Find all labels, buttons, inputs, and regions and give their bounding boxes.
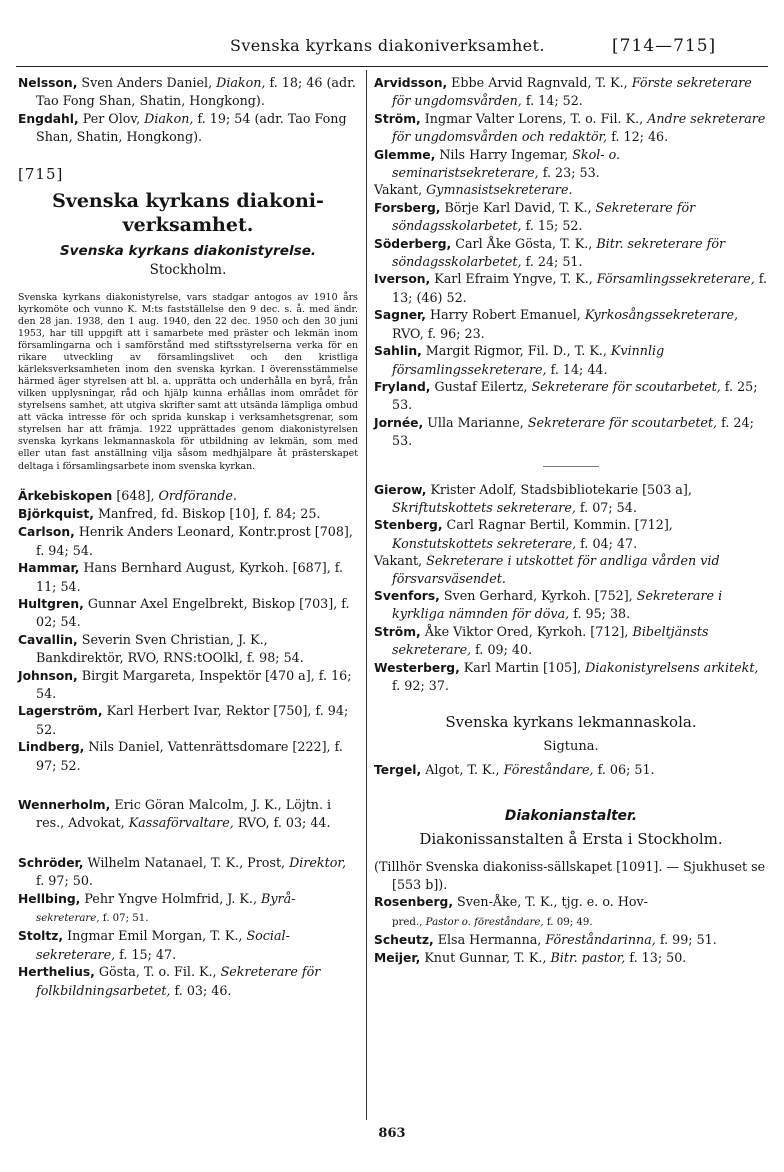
person-name: Forsberg, bbox=[374, 200, 441, 215]
board-description: Svenska kyrkans diakonistyrelse, vars stadgar antogos av 1910 års kyrkomöte och vunno K. M:ts fastställelse den 9 dec. s. å. med ändr. den 28 jan. 1938, den 1 aug. 1940, den 22 dec. 1950 och den 30 juni 1953, har till uppgift att i samarbete med präster och lekmän inom församlingarna och i samförstånd med stiftsstyrelserna verka för en rikare utveckling av församlingslivet och den kristliga kärleksverksamheten inom den svenska kyrkan. I överensstämmelse härmed äger styrelsen att bl. a. upprätta och underhålla en byrå, från vilken upplysningar, råd och hjälp kunna erhållas inom området för styrelsens samhet, att utgiva skrifter samt att utsända lämpliga ombud att väcka intresse för och sprida kunskap i verksamhetsgrenar, som styrelsen har att främja. 1922 upprättades genom diakonistyrelsen svenska kyrkans lekmannaskola för utbildning av lekmän, som med eller utan fast anställning vilja såsom medhjälpare åt prästerskapet deltaga i församlingsarbete inom svenska kyrkan. bbox=[18, 291, 358, 472]
entry-text: Harry Robert Emanuel, bbox=[425, 307, 585, 323]
entry-text: Algot, T. K., bbox=[421, 762, 504, 778]
list-item bbox=[374, 74, 768, 110]
person-name: Rosenberg, bbox=[374, 895, 454, 910]
entry-text: Henrik Anders Leonard, Kontr.prost [708], f. 94; 54. bbox=[36, 524, 353, 558]
role-title: Konstutskottets sekreterare, bbox=[392, 535, 577, 551]
entry-text: Hans Bernhard August, Kyrkoh. [687], f. 11; 54. bbox=[36, 560, 344, 594]
person-name: Hultgren, bbox=[18, 596, 84, 611]
list-item bbox=[18, 631, 358, 667]
list-item bbox=[18, 523, 358, 559]
role-title: Social-sekreterare, bbox=[36, 928, 290, 962]
list-item bbox=[374, 516, 768, 552]
entry-text: f. 14; 52. bbox=[521, 93, 583, 109]
entry-text: Sven-Åke, T. K., tjg. e. o. Hov- bbox=[453, 894, 648, 910]
entry-text: f. 95; 38. bbox=[569, 606, 631, 622]
entry-text: Manfred, fd. Biskop [10], f. 84; 25. bbox=[93, 505, 321, 521]
role-title: Sekreterare för scoutarbetet, bbox=[527, 414, 718, 430]
person-name: Hammar, bbox=[18, 561, 80, 576]
role-title: Skol- o. seminaristsekreterare, bbox=[392, 146, 621, 181]
list-item bbox=[374, 146, 768, 182]
entry-text: Karl Efraim Yngve, T. K., bbox=[430, 271, 597, 287]
main-heading: Svenska kyrkans diakoni- verksamhet. bbox=[52, 190, 324, 237]
column-divider bbox=[366, 70, 367, 1120]
person-name: Fryland, bbox=[374, 379, 431, 394]
person-name: Johnson, bbox=[18, 668, 78, 683]
person-name: Stenberg, bbox=[374, 518, 443, 533]
entry-text: f. 13; (46) 52. bbox=[392, 271, 768, 305]
role-title: Förste sekreterare för ungdomsvården, bbox=[392, 75, 752, 109]
entry-text: Karl Herbert Ivar, Rektor [750], f. 94; 52. bbox=[36, 703, 349, 737]
entry-text: Gunnar Axel Engelbrekt, Biskop [703], f. 02; 54. bbox=[36, 595, 350, 630]
staff-list bbox=[18, 854, 358, 999]
person-name: Tergel, bbox=[374, 763, 422, 778]
person-name: Stoltz, bbox=[18, 929, 64, 944]
list-item bbox=[374, 270, 768, 306]
role-title: Direktor, bbox=[289, 854, 347, 870]
person-name: Sagner, bbox=[374, 308, 426, 323]
person-name: Gierow, bbox=[374, 482, 427, 497]
entry-text: f. 09; 49. bbox=[543, 916, 593, 928]
sigtuna-place: Sigtuna. bbox=[543, 738, 599, 754]
person-name: Lindberg, bbox=[18, 740, 85, 755]
role-title: Kvinnlig församlingssekreterare, bbox=[392, 343, 665, 377]
diakonianstalter-heading: Diakonianstalter. bbox=[504, 807, 638, 824]
entry-text: f. 06; 51. bbox=[593, 762, 655, 778]
entry-text: f. 19; 54 (adr. Tao Fong Shan, Shatin, Hongkong). bbox=[36, 110, 347, 145]
ersta-heading: Diakonissanstalten å Ersta i Stockholm. bbox=[419, 830, 723, 849]
entry-text: Per Olov, bbox=[78, 110, 145, 126]
role-title: Föreståndare, bbox=[503, 762, 594, 778]
list-item bbox=[374, 481, 768, 517]
entry-text: Ebbe Arvid Ragnvald, T. K., bbox=[447, 75, 632, 90]
role-title: Församlingssekreterare, bbox=[596, 271, 755, 287]
role-title: Föreståndarinna, bbox=[545, 932, 656, 948]
entry-text: Sven Anders Daniel, bbox=[77, 75, 217, 90]
role-title: Ordförande. bbox=[158, 487, 237, 503]
list-item bbox=[18, 854, 358, 890]
person-name: Ström, bbox=[374, 624, 421, 639]
entry-text: Margit Rigmor, Fil. D., T. K., bbox=[421, 343, 611, 359]
list-item bbox=[374, 199, 768, 235]
role-title: Diakonistyrelsens arkitekt, bbox=[585, 659, 759, 675]
place-heading: Stockholm. bbox=[149, 262, 227, 279]
person-name: Lagerström, bbox=[18, 704, 103, 719]
list-item bbox=[18, 595, 358, 631]
list-item bbox=[374, 414, 768, 450]
entry-text: Gösta, T. o. Fil. K., bbox=[94, 964, 221, 980]
list-item bbox=[374, 659, 768, 695]
role-title: Bibeltjänsts sekreterare, bbox=[392, 623, 709, 658]
list-item bbox=[18, 963, 358, 999]
person-name: Carlson, bbox=[18, 525, 75, 540]
list-item bbox=[374, 235, 768, 271]
list-item bbox=[18, 667, 358, 703]
entry-text: Carl Ragnar Bertil, Kommin. [712], bbox=[442, 517, 673, 533]
list-item bbox=[374, 378, 768, 414]
person-name: Meijer, bbox=[374, 951, 421, 966]
list-item bbox=[374, 761, 768, 779]
ersta-list bbox=[374, 893, 768, 968]
entry-text: [648], bbox=[112, 487, 159, 503]
ersta-note: (Tillhör Svenska diakoniss-sällskapet [1091]. — Sjukhuset se [553 b]). bbox=[374, 859, 766, 892]
lekmannaskola-heading: Svenska kyrkans lekmannaskola. bbox=[445, 713, 697, 732]
role-title: Kyrkosångssekreterare, bbox=[584, 307, 739, 323]
role-title: sekreterare, bbox=[36, 913, 100, 925]
top-entries bbox=[18, 74, 358, 146]
entry-text: f. 97; 50. bbox=[36, 873, 93, 889]
entry-text: f. 24; 51. bbox=[521, 254, 583, 270]
entry-text: f. 03; 46. bbox=[170, 982, 232, 998]
list-item bbox=[18, 796, 358, 832]
role-title: Sekreterare för scoutarbetet, bbox=[531, 378, 721, 394]
list-item bbox=[18, 74, 358, 110]
list-item bbox=[374, 587, 768, 623]
separator-rule bbox=[543, 466, 599, 467]
person-name: Glemme, bbox=[374, 147, 436, 162]
role-title: Byrå- bbox=[261, 890, 296, 906]
entry-text: Birgit Margareta, Inspektör [470 a], f. 16; 54. bbox=[36, 667, 352, 702]
entry-text: f. 07; 51. bbox=[99, 913, 149, 925]
person-name: Björkquist, bbox=[18, 506, 94, 521]
entry-text: f. 12; 46. bbox=[607, 129, 669, 145]
role-title: Diakon, bbox=[144, 110, 194, 126]
person-name: Hellbing, bbox=[18, 891, 81, 906]
section-number: [715] bbox=[18, 164, 64, 183]
role-title: Bitr. sekreterare för söndagsskolarbetet, bbox=[392, 235, 726, 270]
entry-text: f. 14; 44. bbox=[546, 361, 608, 377]
entry-text: Nils Daniel, Vattenrättsdomare [222], f. 97; 52. bbox=[36, 739, 343, 773]
person-name: Herthelius, bbox=[18, 965, 95, 980]
entry-text: Severin Sven Christian, J. K., Bankdirektör, RVO, RNS:tOOlkl, f. 98; 54. bbox=[36, 631, 304, 666]
list-item bbox=[374, 306, 768, 342]
entry-text: Elsa Hermanna, bbox=[433, 932, 546, 948]
list-item bbox=[18, 702, 358, 738]
running-header bbox=[0, 36, 784, 66]
person-name: Söderberg, bbox=[374, 236, 452, 251]
list-item bbox=[374, 342, 768, 378]
entry-text: Carl Åke Gösta, T. K., bbox=[451, 235, 597, 251]
person-name: Nelsson, bbox=[18, 76, 78, 90]
list-item bbox=[374, 949, 768, 967]
left-column bbox=[18, 74, 358, 999]
entry-text: Sven Gerhard, Kyrkoh. [752], bbox=[439, 587, 637, 603]
treasurer-list bbox=[18, 796, 358, 832]
role-title: Skriftutskottets sekreterare, bbox=[392, 499, 576, 515]
entry-text: Krister Adolf, Stadsbibliotekarie [503 a], bbox=[426, 481, 692, 497]
role-title: Kassaförvaltare, bbox=[128, 815, 234, 831]
person-name: Westerberg, bbox=[374, 660, 460, 675]
role-title: Andre sekreterare för ungdomsvården och redaktör, bbox=[392, 110, 766, 145]
list-item bbox=[18, 890, 358, 928]
list-item bbox=[374, 893, 768, 931]
page-number: 863 bbox=[378, 1126, 406, 1141]
list-item bbox=[18, 505, 358, 523]
entry-text: RVO, f. 96; 23. bbox=[392, 325, 485, 341]
person-name: Cavallin, bbox=[18, 632, 78, 647]
entry-text: f. 99; 51. bbox=[655, 932, 717, 948]
role-title: Sekreterare för folkbildningsarbetet, bbox=[36, 964, 321, 998]
list-item bbox=[18, 738, 358, 774]
entry-text: f. 23; 53. bbox=[538, 165, 600, 181]
person-name: Arvidsson, bbox=[374, 76, 448, 90]
entry-text: Ingmar Emil Morgan, T. K., bbox=[63, 928, 247, 944]
entry-text: Knut Gunnar, T. K., bbox=[420, 950, 551, 966]
entry-text: f. 09; 40. bbox=[471, 642, 533, 658]
entry-text: Pehr Yngve Holmfrid, J. K., bbox=[80, 890, 262, 906]
person-name: Jornée, bbox=[374, 415, 424, 430]
entry-text: Ingmar Valter Lorens, T. o. Fil. K., bbox=[420, 110, 648, 126]
entry-text: f. 15; 52. bbox=[521, 218, 583, 234]
person-name: Scheutz, bbox=[374, 933, 434, 948]
entry-text: f. 18; 46 (adr. Tao Fong Shan, Shatin, Hongkong). bbox=[36, 75, 356, 109]
entry-text: Åke Viktor Ored, Kyrkoh. [712], bbox=[420, 623, 633, 639]
list-item bbox=[18, 487, 358, 505]
entry-text: Eric Göran Malcolm, J. K., Löjtn. i res., Advokat, bbox=[36, 797, 332, 831]
board-list bbox=[18, 487, 358, 775]
entry-text: f. 07; 54. bbox=[575, 499, 637, 515]
entry-text: f. 25; 53. bbox=[392, 378, 758, 413]
header-rule bbox=[16, 66, 768, 67]
entry-text: f. 15; 47. bbox=[115, 946, 177, 962]
entry-text: RVO, f. 03; 44. bbox=[233, 815, 331, 831]
entry-text: Vakant, bbox=[374, 553, 427, 569]
small-continuation bbox=[36, 913, 149, 924]
person-name: Engdahl, bbox=[18, 111, 79, 126]
secretary-list bbox=[374, 74, 768, 450]
role-title: Sekreterare i kyrkliga nämnden för döva, bbox=[392, 587, 723, 622]
person-name: Ärkebiskopen bbox=[18, 488, 113, 503]
committee-list bbox=[374, 481, 768, 695]
small-continuation bbox=[392, 917, 593, 928]
page-numbers: [714—715] bbox=[612, 36, 717, 56]
person-name: Sahlin, bbox=[374, 344, 422, 359]
person-name: Wennerholm, bbox=[18, 798, 111, 813]
list-item bbox=[374, 552, 768, 587]
entry-text: Ulla Marianne, bbox=[423, 414, 528, 430]
role-title: Diakon, bbox=[216, 75, 266, 90]
entry-text: f. 92; 37. bbox=[392, 678, 449, 693]
person-name: Iverson, bbox=[374, 272, 431, 287]
list-item bbox=[18, 927, 358, 963]
running-title: Svenska kyrkans diakoniverksamhet. bbox=[230, 36, 545, 55]
entry-text: Karl Martin [105], bbox=[459, 659, 586, 675]
entry-text: pred., bbox=[392, 916, 426, 928]
person-name: Svenfors, bbox=[374, 588, 440, 603]
person-name: Schröder, bbox=[18, 855, 84, 870]
role-title: Bitr. pastor, bbox=[550, 950, 626, 966]
role-title: Gymnasistsekreterare. bbox=[426, 182, 573, 198]
entry-text: Vakant, bbox=[374, 182, 427, 198]
entry-text: Gustaf Eilertz, bbox=[430, 378, 532, 394]
list-item bbox=[18, 110, 358, 146]
person-name: Ström, bbox=[374, 111, 421, 126]
sub-heading: Svenska kyrkans diakonistyrelse. bbox=[59, 243, 317, 260]
entry-text: Nils Harry Ingemar, bbox=[435, 146, 573, 162]
list-item bbox=[18, 559, 358, 595]
role-title: Sekreterare i utskottet för andliga vården vid försvarsväsendet. bbox=[392, 553, 720, 586]
list-item bbox=[374, 931, 768, 949]
list-item bbox=[374, 623, 768, 659]
entry-text: f. 04; 47. bbox=[576, 535, 638, 551]
lekmannaskola-list bbox=[374, 761, 768, 779]
list-item bbox=[374, 181, 768, 198]
entry-text: f. 13; 50. bbox=[625, 950, 687, 966]
role-title: Sekreterare för söndagsskolarbetet, bbox=[392, 199, 696, 234]
role-title: Pastor o. föreståndare, bbox=[425, 916, 544, 928]
right-column bbox=[374, 74, 768, 968]
list-item bbox=[374, 110, 768, 146]
entry-text: f. 24; 53. bbox=[392, 414, 754, 449]
entry-text: Börje Karl David, T. K., bbox=[440, 199, 596, 215]
entry-text: Wilhelm Natanael, T. K., Prost, bbox=[83, 854, 290, 870]
